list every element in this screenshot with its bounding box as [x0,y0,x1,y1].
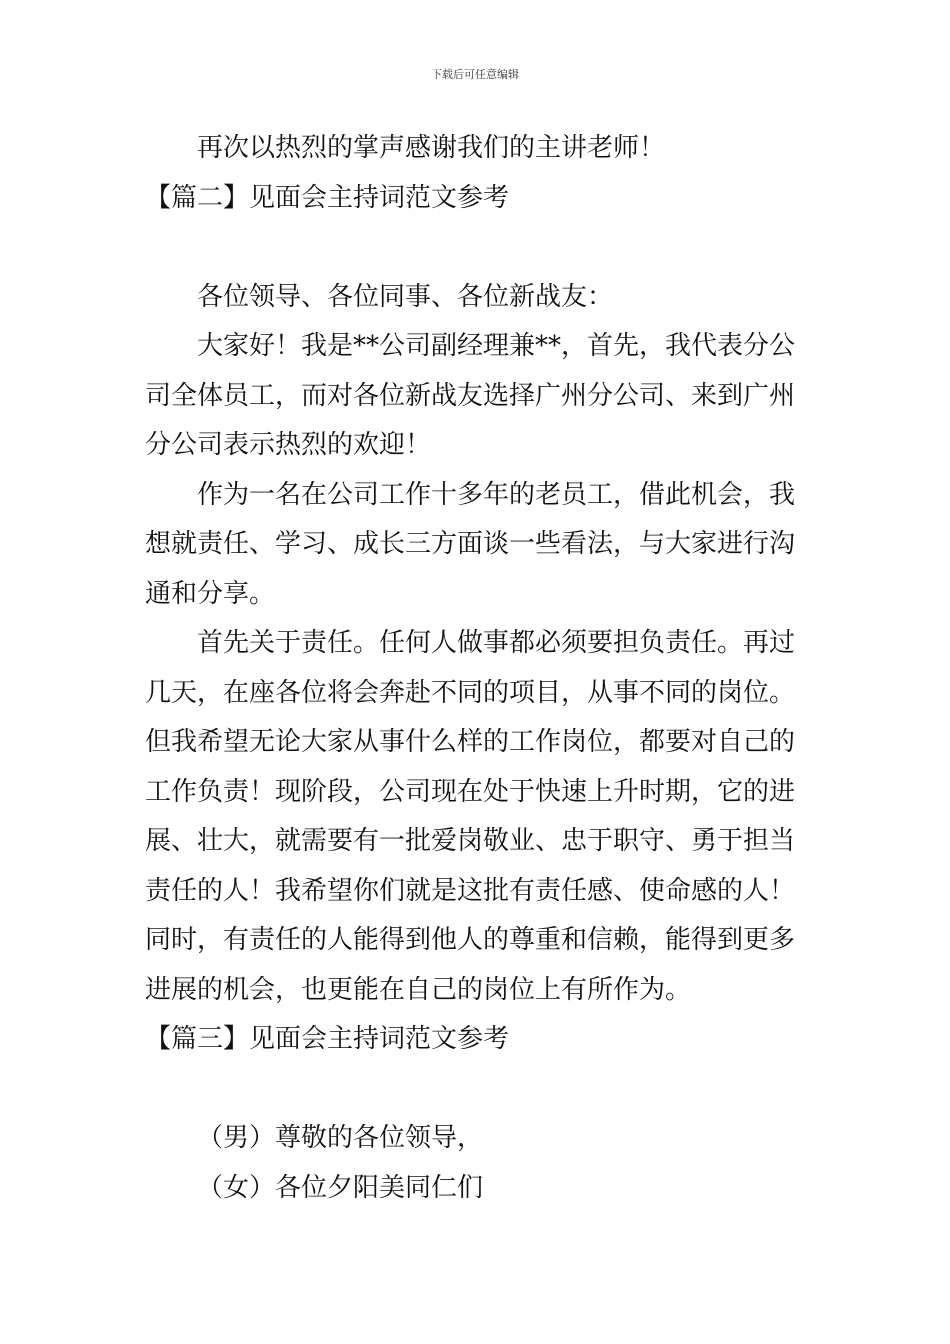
paragraph-line: 几天，在座各位将会奔赴不同的项目，从事不同的岗位。 [145,677,796,708]
paragraph-line: 但我希望无论大家从事什么样的工作岗位，都要对自己的 [145,727,796,757]
page-header: 下载后可任意编辑 [431,68,519,81]
document-body [145,124,807,1213]
paragraph-line: 展、壮大，就需要有一批爱岗敬业、忠于职守、勇于担当 [145,826,796,856]
paragraph-line: 责任的人！我希望你们就是这批有责任感、使命感的人！ [145,875,796,906]
dialogue-line-male: （男）尊敬的各位领导， [197,1123,484,1153]
paragraph-line: 分公司表示热烈的欢迎！ [145,430,432,460]
dialogue-line-female: （女）各位夕阳美同仁们 [197,1172,484,1203]
paragraph-line: 同时，有责任的人能得到他人的尊重和信赖，能得到更多 [145,925,796,955]
closing-line: 再次以热烈的掌声感谢我们的主讲老师！ [197,133,666,163]
paragraph-line: 作为一名在公司工作十多年的老员工，借此机会，我 [197,479,796,510]
paragraph-line: 进展的机会，也更能在自己的岗位上有所作为。 [145,974,692,1005]
blank-line [145,223,807,273]
paragraph-line: 工作负责！现阶段，公司现在处于快速上升时期，它的进 [145,776,796,807]
section-heading-2: 【篇二】见面会主持词范文参考 [145,182,510,213]
paragraph-line: 大家好！我是**公司副经理兼**，首先，我代表分公 [197,331,796,361]
blank-line [145,1065,807,1115]
salutation-line: 各位领导、各位同事、各位新战友： [197,281,614,312]
paragraph-line: 想就责任、学习、成长三方面谈一些看法，与大家进行沟 [145,529,796,559]
paragraph-line: 司全体员工，而对各位新战友选择广州分公司、来到广州 [145,380,796,411]
paragraph-line: 首先关于责任。任何人做事都必须要担负责任。再过 [197,628,796,658]
paragraph-line: 通和分享。 [145,578,276,609]
section-heading-3: 【篇三】见面会主持词范文参考 [145,1024,510,1054]
